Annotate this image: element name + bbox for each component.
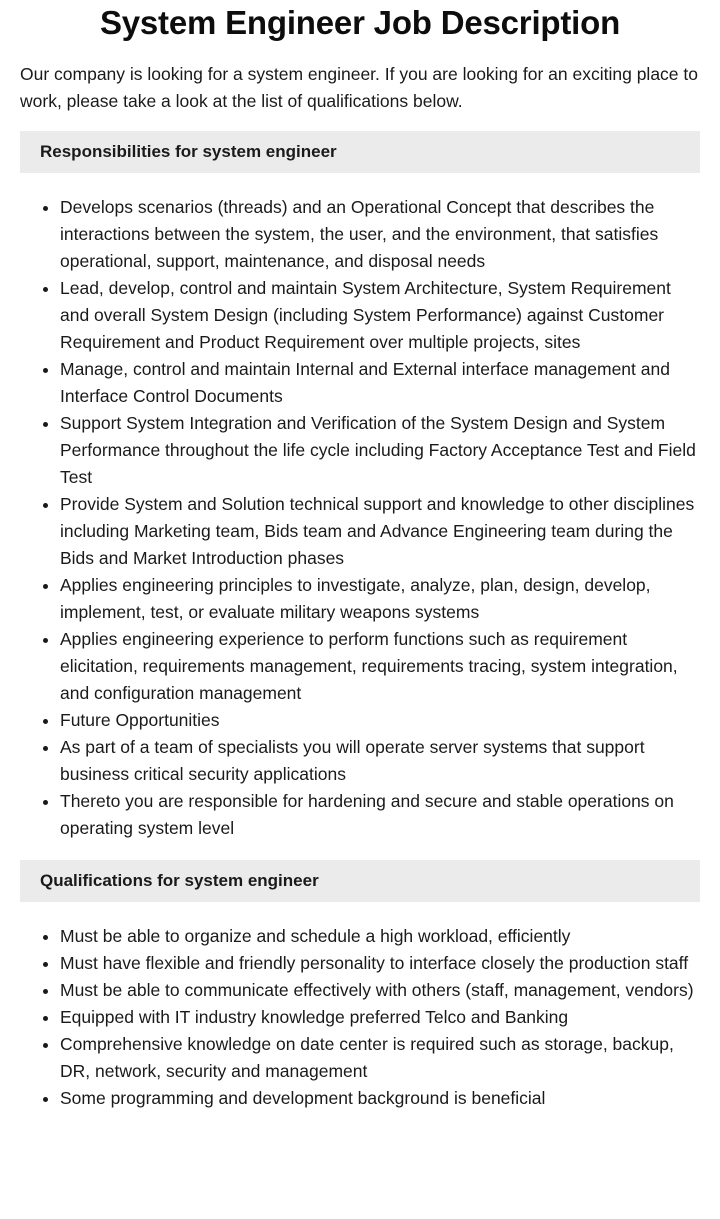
list-item: Manage, control and maintain Internal and External interface management and Interface Control Documents [60, 356, 700, 410]
list-item: Support System Integration and Verification of the System Design and System Performance throughout the life cycle including Factory Acceptance Test and Field Test [60, 410, 700, 491]
qualifications-header: Qualifications for system engineer [20, 860, 700, 902]
qualifications-section [20, 860, 700, 1112]
responsibilities-header: Responsibilities for system engineer [20, 131, 700, 173]
qualifications-list [20, 923, 700, 1112]
list-item: Applies engineering principles to investigate, analyze, plan, design, develop, implement, test, or evaluate military weapons systems [60, 572, 700, 626]
list-item: Comprehensive knowledge on date center is required such as storage, backup, DR, network, security and management [60, 1031, 700, 1085]
list-item: Must be able to communicate effectively with others (staff, management, vendors) [60, 977, 700, 1004]
responsibilities-list [20, 194, 700, 842]
list-item: Equipped with IT industry knowledge preferred Telco and Banking [60, 1004, 700, 1031]
list-item: Applies engineering experience to perform functions such as requirement elicitation, requirements management, requirements tracing, system integration, and configuration management [60, 626, 700, 707]
list-item: Must have flexible and friendly personality to interface closely the production staff [60, 950, 700, 977]
list-item: Lead, develop, control and maintain System Architecture, System Requirement and overall System Design (including System Performance) against Customer Requirement and Product Requirement over multiple projects, sites [60, 275, 700, 356]
list-item: Some programming and development background is beneficial [60, 1085, 700, 1112]
responsibilities-section [20, 131, 700, 842]
list-item: Future Opportunities [60, 707, 700, 734]
list-item: Provide System and Solution technical support and knowledge to other disciplines including Marketing team, Bids team and Advance Engineering team during the Bids and Market Introduction phases [60, 491, 700, 572]
list-item: Thereto you are responsible for hardening and secure and stable operations on operating system level [60, 788, 700, 842]
list-item: Develops scenarios (threads) and an Operational Concept that describes the interactions between the system, the user, and the environment, that satisfies operational, support, maintenance, and disposal needs [60, 194, 700, 275]
intro-paragraph: Our company is looking for a system engineer. If you are looking for an exciting place to work, please take a look at the list of qualifications below. [20, 64, 698, 111]
list-item: As part of a team of specialists you will operate server systems that support business critical security applications [60, 734, 700, 788]
list-item: Must be able to organize and schedule a high workload, efficiently [60, 923, 700, 950]
page-title: System Engineer Job Description [99, 4, 621, 41]
